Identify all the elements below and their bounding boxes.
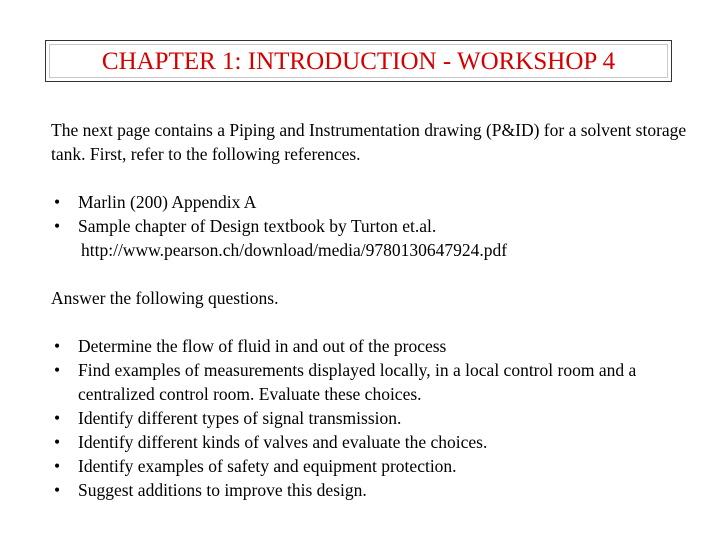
prompt-block [51,286,691,310]
questions-block [51,334,651,502]
questions-list [51,334,651,502]
question-item [51,406,651,430]
question-text: Identify different types of signal transmission. [78,408,402,428]
title-box [45,40,672,82]
question-text: Identify examples of safety and equipment protection. [78,456,457,476]
question-text: Find examples of measurements displayed locally, in a local control room and a centralized control room. Evaluate these choices. [78,360,637,404]
reference-item [51,190,691,214]
references-list [51,190,691,238]
intro-block [51,118,691,166]
intro-paragraph: The next page contains a Piping and Instrumentation drawing (P&ID) for a solvent storage tank. First, refer to the following references. [51,120,687,164]
bullet-icon: • [54,408,61,428]
bullet-icon: • [54,432,61,452]
question-text: Suggest additions to improve this design. [78,480,367,500]
bullet-icon: • [54,456,61,476]
question-text: Identify different kinds of valves and evaluate the choices. [78,432,488,452]
bullet-icon: • [54,336,61,356]
page-title: CHAPTER 1: INTRODUCTION - WORKSHOP 4 [101,48,616,75]
reference-text: Sample chapter of Design textbook by Turton et.al. [78,216,437,236]
question-item [51,454,651,478]
prompt-text: Answer the following questions. [51,288,279,308]
question-item [51,478,651,502]
reference-text: Marlin (200) Appendix A [78,192,257,212]
question-item [51,430,651,454]
reference-item [51,214,691,238]
references-block [51,190,691,262]
bullet-icon: • [54,192,61,212]
reference-url[interactable]: http://www.pearson.ch/download/media/9780130647924.pdf [81,240,508,260]
bullet-icon: • [54,360,61,380]
bullet-icon: • [54,480,61,500]
bullet-icon: • [54,216,61,236]
question-text: Determine the flow of fluid in and out of the process [78,336,447,356]
question-item [51,334,651,358]
question-item [51,358,651,406]
